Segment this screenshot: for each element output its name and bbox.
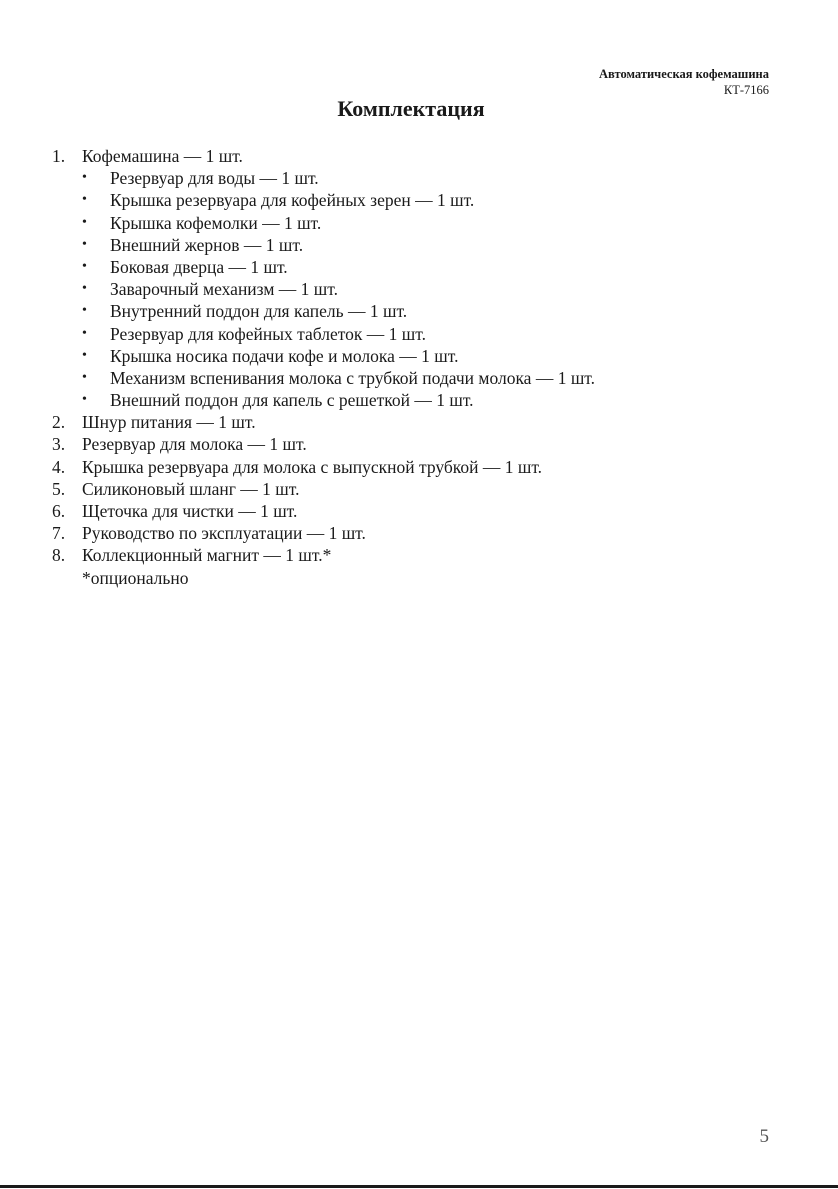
list-item bbox=[52, 544, 792, 566]
list-item-text: Шнур питания — 1 шт. bbox=[82, 412, 256, 433]
sub-list-item bbox=[52, 212, 792, 234]
list-item-number: 1. bbox=[52, 146, 66, 166]
sub-list-item-text: Боковая дверца — 1 шт. bbox=[110, 256, 288, 277]
bullet-icon: • bbox=[82, 347, 87, 363]
list-item-text: Резервуар для молока — 1 шт. bbox=[82, 434, 307, 455]
header-model-number: КТ-7166 bbox=[723, 83, 769, 97]
list-item bbox=[52, 478, 792, 500]
header-product-name: Автоматическая кофемашина bbox=[599, 67, 769, 81]
list-item bbox=[52, 456, 792, 478]
list-item-text: Коллекционный магнит — 1 шт.* bbox=[82, 545, 332, 566]
sub-list-item bbox=[52, 234, 792, 256]
sub-list-item bbox=[52, 367, 792, 389]
sub-list-item bbox=[52, 256, 792, 278]
list-item-number: 5. bbox=[52, 478, 66, 499]
sub-list-item-text: Резервуар для кофейных таблеток — 1 шт. bbox=[110, 323, 426, 344]
bullet-icon: • bbox=[82, 325, 87, 341]
page-title: Комплектация bbox=[337, 96, 485, 121]
sub-list-item bbox=[52, 167, 792, 189]
bullet-icon: • bbox=[82, 392, 87, 408]
bullet-icon: • bbox=[82, 369, 87, 385]
bullet-icon: • bbox=[82, 214, 87, 230]
list-item bbox=[52, 433, 792, 455]
sub-list-item bbox=[52, 345, 792, 367]
sub-list-item bbox=[52, 300, 792, 322]
document-header bbox=[599, 66, 769, 98]
list-item-text: Щеточка для чистки — 1 шт. bbox=[82, 501, 298, 521]
list-item-text: Руководство по эксплуатации — 1 шт. bbox=[82, 523, 366, 544]
bottom-divider bbox=[0, 1185, 838, 1188]
sub-list-item-text: Крышка резервуара для кофейных зерен — 1 шт. bbox=[110, 190, 475, 211]
sub-list-item-text: Заварочный механизм — 1 шт. bbox=[110, 279, 338, 300]
list-item bbox=[52, 500, 792, 522]
sub-list-item bbox=[52, 389, 792, 411]
list-item-number: 3. bbox=[52, 434, 66, 455]
bullet-icon: • bbox=[82, 258, 87, 274]
list-item-number: 8. bbox=[52, 545, 66, 566]
list-item-text: Крышка резервуара для молока с выпускной трубкой — 1 шт. bbox=[82, 456, 543, 477]
list-item-number: 7. bbox=[52, 523, 66, 544]
page-number: 5 bbox=[759, 1126, 769, 1147]
sub-list-item-text: Внешний жернов — 1 шт. bbox=[110, 234, 304, 255]
sub-list-item bbox=[52, 323, 792, 345]
sub-list-item bbox=[52, 189, 792, 211]
bullet-icon: • bbox=[82, 236, 87, 252]
list-item bbox=[52, 522, 792, 544]
sub-list-item-text: Резервуар для воды — 1 шт. bbox=[110, 168, 319, 189]
sub-list-item-text: Внутренний поддон для капель — 1 шт. bbox=[110, 301, 408, 322]
bullet-icon: • bbox=[82, 281, 87, 297]
footnote: *опционально bbox=[82, 567, 189, 588]
contents-list bbox=[52, 145, 792, 589]
sub-list-item-text: Крышка носика подачи кофе и молока — 1 шт. bbox=[110, 345, 459, 366]
list-item-number: 6. bbox=[52, 501, 66, 521]
sub-list-item-text: Механизм вспенивания молока с трубкой подачи молока — 1 шт. bbox=[110, 367, 596, 388]
bullet-icon: • bbox=[82, 192, 87, 208]
sub-list-item-text: Крышка кофемолки — 1 шт. bbox=[110, 212, 322, 233]
list-item-number: 2. bbox=[52, 412, 66, 433]
bullet-icon: • bbox=[82, 170, 87, 186]
list-item-text: Кофемашина — 1 шт. bbox=[82, 146, 243, 166]
sub-list-item-text: Внешний поддон для капель с решеткой — 1 шт. bbox=[110, 390, 474, 411]
list-item bbox=[52, 145, 792, 167]
list-item-number: 4. bbox=[52, 456, 66, 477]
bullet-icon: • bbox=[82, 303, 87, 319]
list-item bbox=[52, 411, 792, 433]
sub-list-item bbox=[52, 278, 792, 300]
list-item-text: Силиконовый шланг — 1 шт. bbox=[82, 478, 300, 499]
